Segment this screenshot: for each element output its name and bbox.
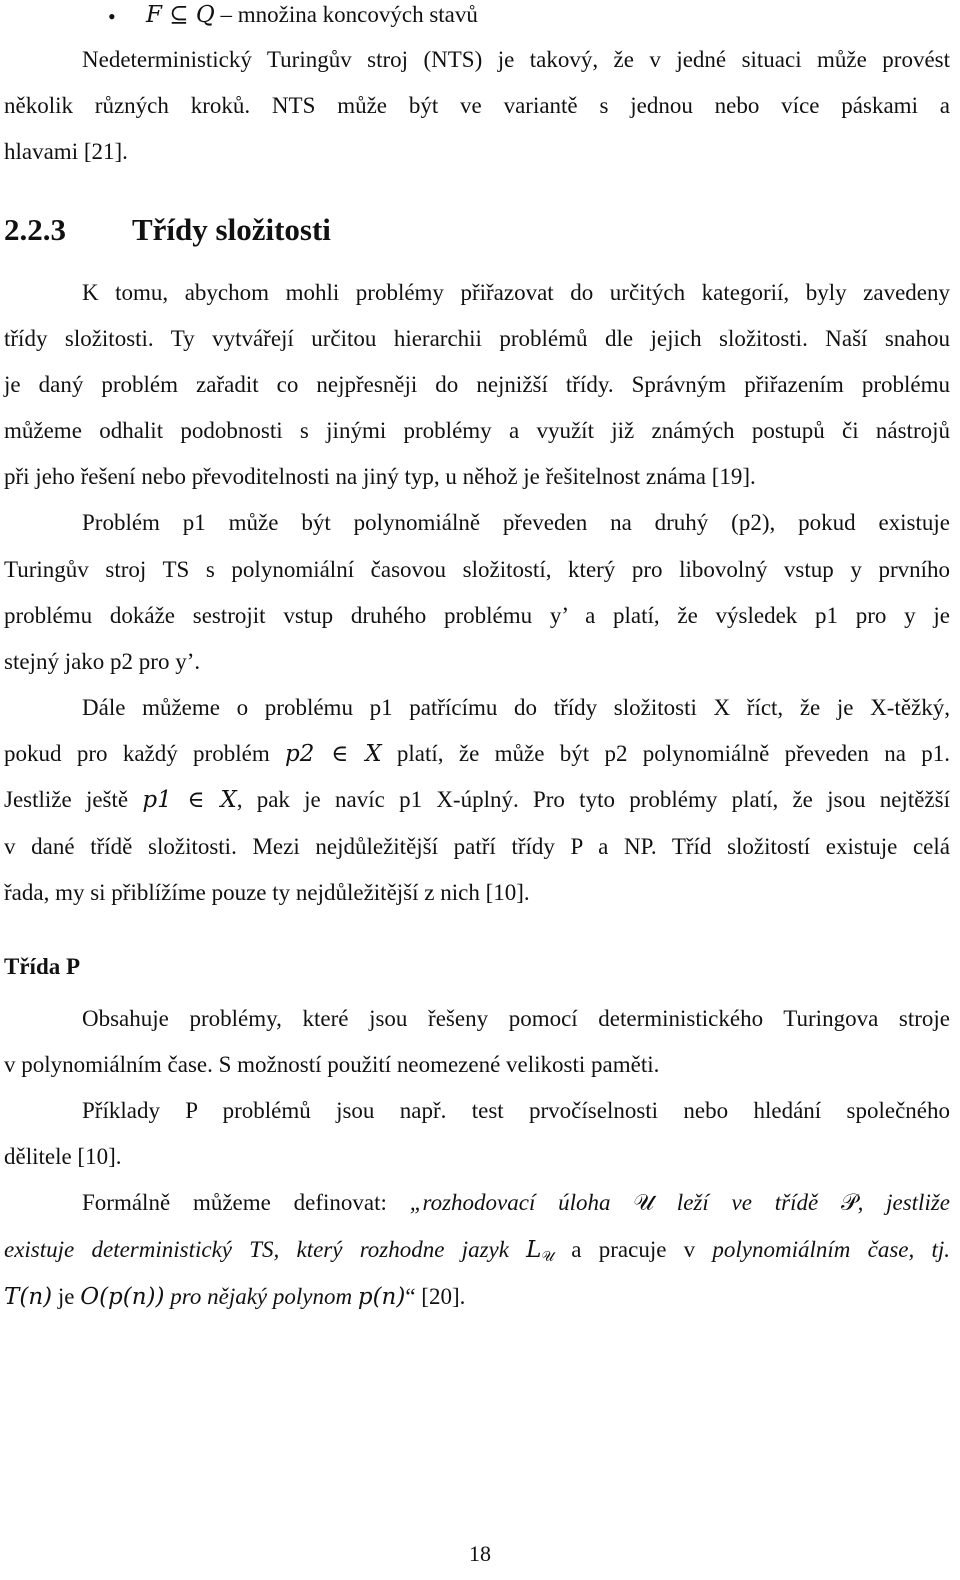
para6-line-2: existuje deterministický TS, který rozhodne jazyk $L_𝒰$ a pracuje v polynomiálním čase, tj. — [4, 1237, 950, 1265]
para3-line-2: pokud pro každý problém p2 ∈ X platí, že může být p2 polynomiálně převeden na p1. — [4, 741, 951, 767]
para1-line-4: můžeme odhalit podobnosti s jinými problémy a využít již známých postupů či nástrojů — [4, 418, 950, 443]
math-script-U: 𝒰 — [633, 1190, 655, 1216]
page-number: 18 — [469, 1541, 491, 1566]
para2-line-4: stejný jako p2 pro y’. — [4, 649, 201, 674]
para3-line-1: Dále můžeme o problému p1 patřícímu do třídy složitosti X říct, že je X-těžký, — [82, 695, 950, 720]
para5-line-2: dělitele [10]. — [4, 1144, 122, 1169]
para1-line-5: při jeho řešení nebo převoditelnosti na jiný typ, u něhož je řešitelnost známa [19]. — [4, 464, 756, 489]
nts-line-3: hlavami [21]. — [4, 139, 128, 164]
para2-line-3: problému dokáže sestrojit vstup druhého problému y’ a platí, že výsledek p1 pro y je — [4, 603, 950, 628]
para2-line-2: Turingův stroj TS s polynomiální časovou složitostí, který pro libovolný vstup y prvního — [4, 557, 950, 582]
math-T-n: T(n) — [4, 1284, 53, 1310]
para1-line-3: je daný problém zařadit co nejpřesněji do nejnižší třídy. Správným přiřazením problému — [4, 372, 950, 397]
math-p2-in-X: p2 ∈ X — [285, 741, 382, 767]
math-O-p-n: O(p(n)) — [80, 1284, 165, 1310]
math-p-n: p(n) — [357, 1284, 406, 1310]
para4-line-1: Obsahuje problémy, které jsou řešeny pomocí deterministického Turingova stroje — [82, 1006, 950, 1031]
para3-line-3: Jestliže ještě p1 ∈ X, pak je navíc p1 X-úplný. Pro tyto problémy platí, že jsou nejtěžší — [4, 787, 950, 813]
bullet-dot-icon: • — [108, 4, 116, 29]
section-number: 2.2.3 — [4, 212, 66, 247]
para6-line-3: T(n) je O(p(n)) pro nějaký polynom p(n)“ [20]. — [4, 1284, 466, 1310]
para5-line-1: Příklady P problémů jsou např. test prvočíselnosti nebo hledání společného — [82, 1098, 950, 1123]
para4-line-2: v polynomiálním čase. S možností použití neomezené velikosti paměti. — [4, 1052, 660, 1077]
subheading-trida-p: Třída P — [4, 954, 81, 979]
nts-line-1: Nedeterministický Turingův stroj (NTS) je takový, že v jedné situaci může provést — [82, 47, 950, 72]
para3-line-5: řada, my si přiblížíme pouze ty nejdůležitější z nich [10]. — [4, 880, 530, 905]
para6-line-1: Formálně můžeme definovat: „rozhodovací úloha 𝒰 leží ve třídě 𝒫, jestliže — [82, 1190, 950, 1216]
para2-line-1: Problém p1 může být polynomiálně převeden na druhý (p2), pokud existuje — [82, 510, 950, 535]
math-script-P: 𝒫 — [840, 1190, 858, 1216]
math-L-U: $L_𝒰$ — [526, 1237, 555, 1265]
section-heading — [4, 210, 950, 250]
bullet-text: – množina koncových stavů — [214, 2, 478, 27]
para1-line-1: K tomu, abychom mohli problémy přiřazovat do určitých kategorií, byly zavedeny — [82, 280, 950, 305]
bullet-math: F ⊆ Q — [146, 2, 215, 28]
para3-line-4: v dané třídě složitosti. Mezi nejdůležitější patří třídy P a NP. Tříd složitostí existuje celá — [4, 834, 950, 859]
para1-line-2: třídy složitosti. Ty vytvářejí určitou hierarchii problémů dle jejich složitosti. Naší snahou — [4, 326, 950, 351]
nts-line-2: několik různých kroků. NTS může být ve variantě s jednou nebo více páskami a — [4, 93, 950, 118]
math-p1-in-X: p1 ∈ X — [142, 787, 237, 813]
section-title: Třídy složitosti — [132, 212, 331, 247]
